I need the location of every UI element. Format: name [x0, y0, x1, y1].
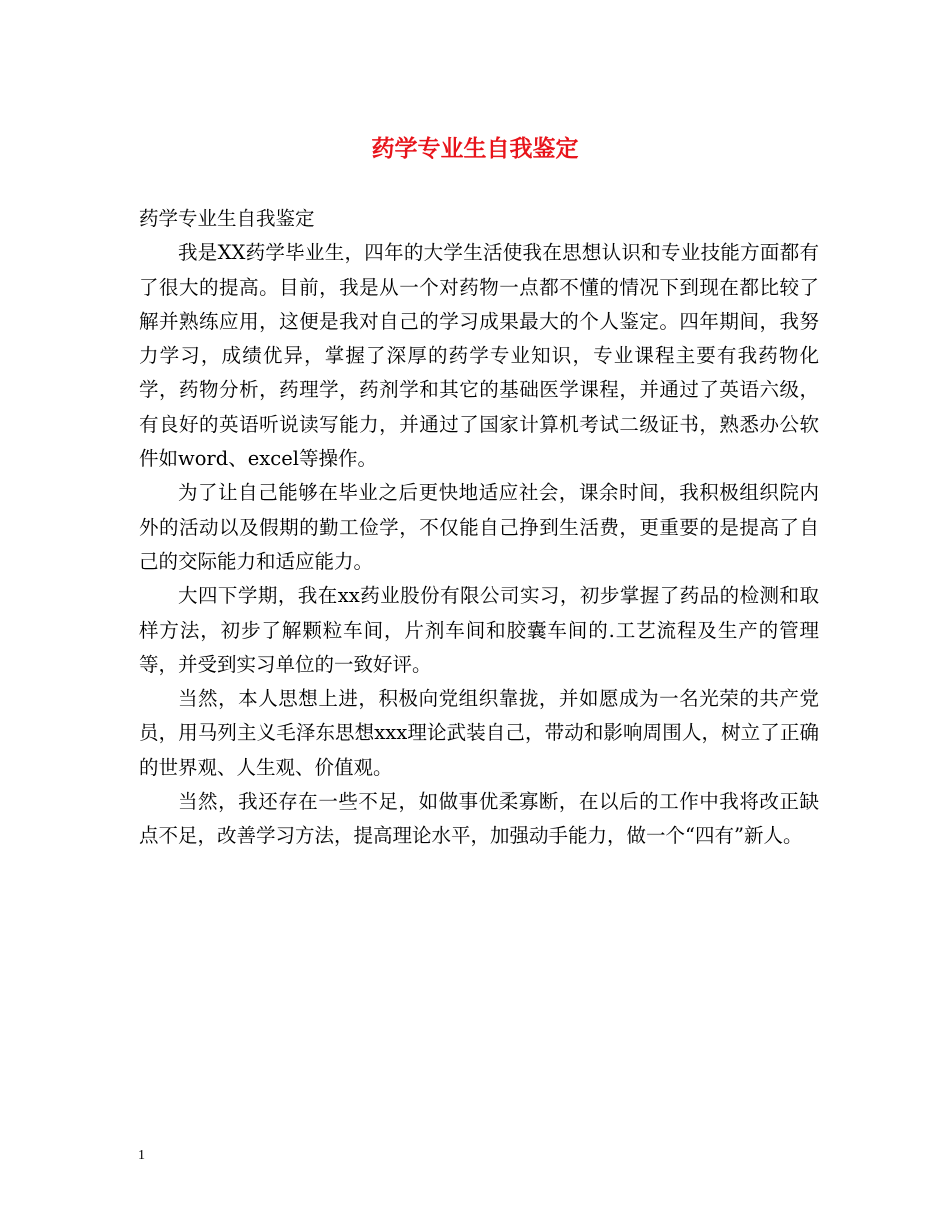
document-subheading: 药学专业生自我鉴定: [139, 207, 315, 230]
paragraph-5: 当然，我还存在一些不足，如做事优柔寡断，在以后的工作中我将改正缺点不足，改善学习方法，提高理论水平，加强动手能力，做一个“四有”新人。: [139, 790, 819, 848]
paragraph-1: 我是XX药学毕业生，四年的大学生活使我在思想认识和专业技能方面都有了很大的提高。目前，我是从一个对药物一点都不懂的情况下到现在都比较了解并熟练应用，这便是我对自己的学习成果最大的个人鉴定。四年期间，我努力学习，成绩优异，掌握了深厚的药学专业知识，专业课程主要有我药物化学，药物分析，药理学，药剂学和其它的基础医学课程，并通过了英语六级，有良好的英语听说读写能力，并通过了国家计算机考试二级证书，熟悉办公软件如word、excel等操作。: [139, 241, 819, 471]
document-body: [139, 202, 819, 854]
paragraph-4: 当然，本人思想上进，积极向党组织靠拢，并如愿成为一名光荣的共产党员，用马列主义毛泽东思想xxx理论武装自己，带动和影响周围人，树立了正确的世界观、人生观、价值观。: [139, 687, 819, 779]
document-title: 药学专业生自我鉴定: [371, 135, 579, 162]
paragraph-3: 大四下学期，我在xx药业股份有限公司实习，初步掌握了药品的检测和取样方法，初步了解颗粒车间，片剂车间和胶囊车间的.工艺流程及生产的管理等，并受到实习单位的一致好评。: [139, 584, 819, 676]
page-number: 1: [138, 1148, 145, 1163]
paragraph-2: 为了让自己能够在毕业之后更快地适应社会，课余时间，我积极组织院内外的活动以及假期的勤工俭学，不仅能自己挣到生活费，更重要的是提高了自己的交际能力和适应能力。: [139, 481, 819, 573]
